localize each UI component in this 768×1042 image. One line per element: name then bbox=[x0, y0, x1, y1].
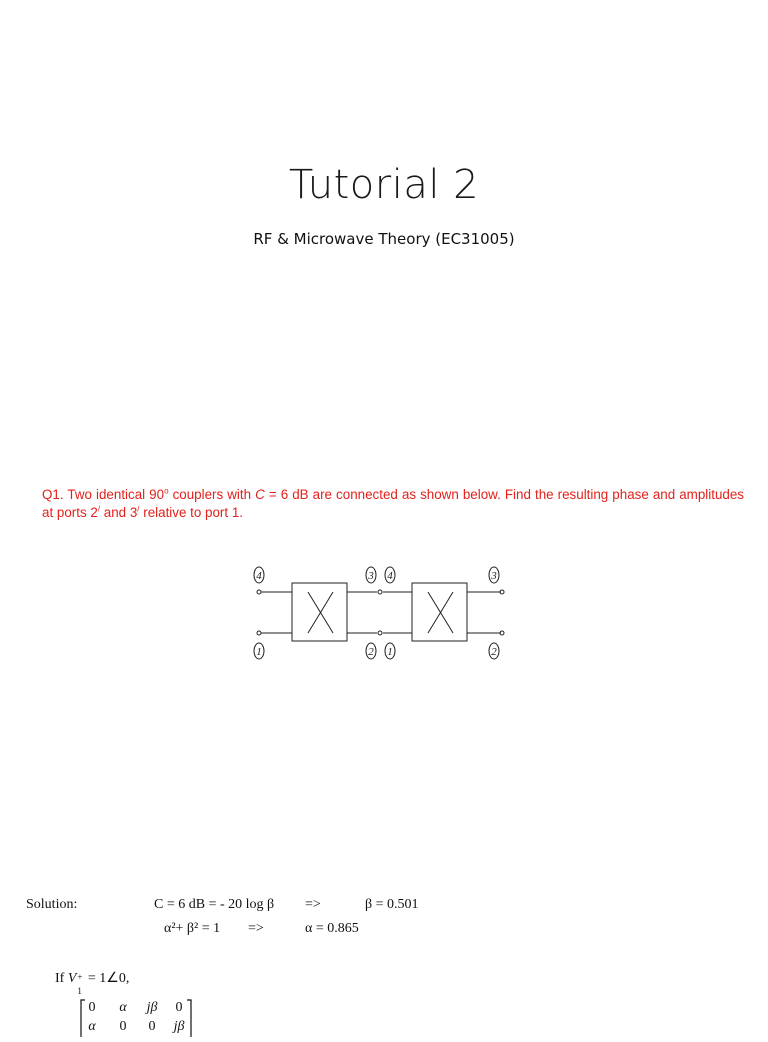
terminal bbox=[378, 590, 382, 594]
matrix-cell: 0 bbox=[148, 1019, 156, 1034]
solution-label: Solution: bbox=[26, 897, 78, 912]
s-matrix bbox=[78, 997, 198, 1034]
terminal bbox=[257, 590, 261, 594]
matrix-right-bracket bbox=[187, 1000, 191, 1037]
solution-eq-1: C = 6 dB = - 20 log β bbox=[154, 897, 275, 912]
port-label: 4 bbox=[256, 570, 262, 582]
matrix-cell: jβ bbox=[173, 1019, 185, 1034]
voltage-sup: + bbox=[77, 972, 83, 982]
matrix-cell: α bbox=[119, 1000, 127, 1015]
prime-2: / bbox=[137, 504, 140, 514]
voltage-var: V bbox=[67, 971, 77, 986]
solution-eq-2: α²+ β² = 1 bbox=[164, 921, 221, 936]
coupler-diagram bbox=[240, 560, 520, 670]
solution-result-2: α = 0.865 bbox=[305, 921, 359, 936]
port-label: 4 bbox=[387, 570, 393, 582]
port-label: 3 bbox=[368, 570, 374, 582]
prime-1: / bbox=[97, 504, 101, 514]
matrix-cell: α bbox=[88, 1019, 96, 1034]
degree-superscript: o bbox=[164, 486, 169, 496]
port-label: 2 bbox=[491, 646, 497, 658]
matrix-left-bracket bbox=[81, 1000, 85, 1037]
coupler-box-2 bbox=[412, 583, 467, 641]
port-label: 2 bbox=[368, 646, 374, 658]
matrix-cell: 0 bbox=[119, 1019, 127, 1034]
question-middle1: couplers with bbox=[168, 487, 256, 502]
solution-arrow-2: => bbox=[248, 921, 264, 936]
question-text bbox=[42, 486, 744, 522]
matrix-cell: jβ bbox=[146, 1000, 158, 1015]
question-suffix: relative to port 1. bbox=[139, 505, 243, 520]
voltage-sub: 1 bbox=[77, 986, 82, 996]
var-c: C bbox=[255, 487, 265, 502]
condition-text bbox=[55, 970, 130, 996]
question-middle3: and 3 bbox=[100, 505, 138, 520]
port-label: 1 bbox=[256, 646, 262, 658]
slide-subtitle: RF & Microwave Theory (EC31005) bbox=[253, 230, 515, 248]
question-prefix: Q1. Two identical 90 bbox=[42, 487, 165, 502]
matrix-cell: 0 bbox=[88, 1000, 96, 1015]
solution-result-1: β = 0.501 bbox=[365, 897, 419, 912]
question-middle2: = 6 dB are connected as shown below. Find the resulting phase and amplitudes at ports 2 bbox=[42, 487, 744, 520]
terminal bbox=[257, 631, 261, 635]
terminal bbox=[378, 631, 382, 635]
solution-arrow-1: => bbox=[305, 897, 321, 912]
voltage-value: = 1∠0, bbox=[84, 971, 130, 986]
port-label: 1 bbox=[387, 646, 393, 658]
matrix-cell: 0 bbox=[175, 1000, 183, 1015]
coupler-box-1 bbox=[292, 583, 347, 641]
s-matrix-svg bbox=[78, 997, 198, 1037]
if-prefix: If bbox=[55, 971, 68, 986]
port-label: 3 bbox=[491, 570, 497, 582]
slide-title: Tutorial 2 bbox=[288, 162, 480, 208]
